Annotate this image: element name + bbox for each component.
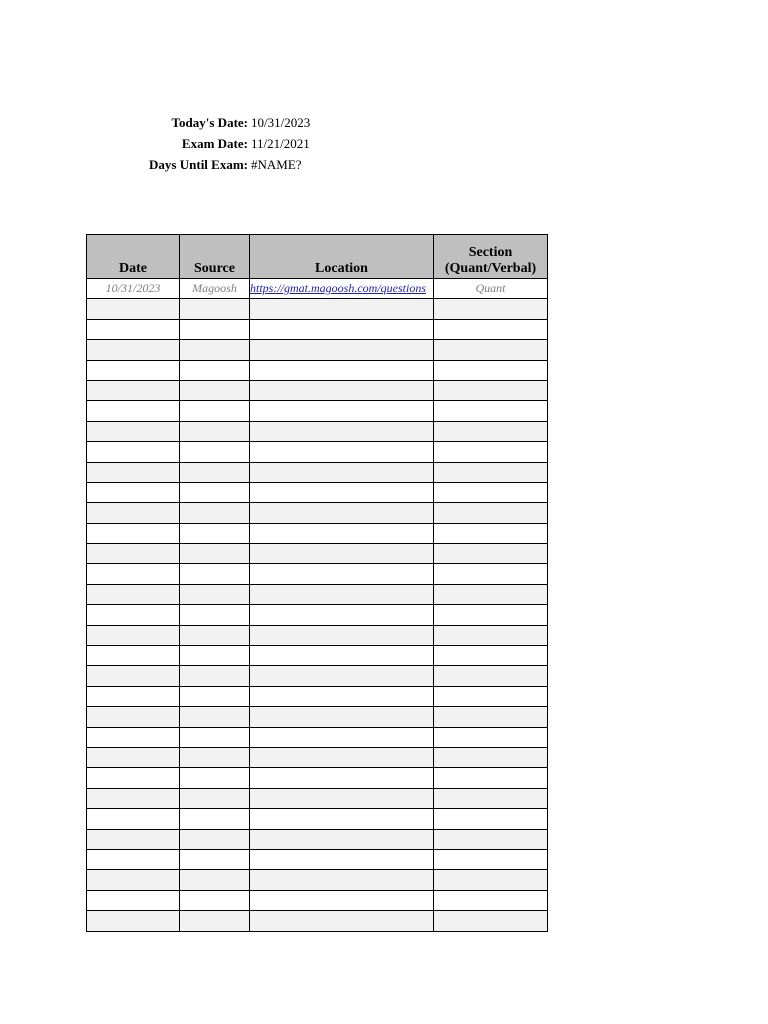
location-cell[interactable] [250,646,434,666]
table-row [87,340,548,360]
example-row [87,279,548,299]
example-location-link[interactable]: https://gmat.magoosh.com/questions [250,279,434,299]
days-until-value[interactable]: #NAME? [251,157,302,172]
location-cell[interactable] [250,482,434,502]
section-cell[interactable] [434,564,548,584]
location-cell[interactable] [250,584,434,604]
table-row [87,625,548,645]
date-cell[interactable] [87,809,180,829]
date-cell[interactable] [87,503,180,523]
section-cell[interactable] [434,809,548,829]
section-cell[interactable] [434,747,548,767]
header-section-line1: Section [468,245,513,260]
date-cell[interactable] [87,788,180,808]
date-cell[interactable] [87,829,180,849]
date-cell[interactable] [87,421,180,441]
table-row [87,319,548,339]
section-cell[interactable] [434,462,548,482]
example-section-cell[interactable]: Quant [434,279,548,299]
date-cell[interactable] [87,442,180,462]
source-cell[interactable] [180,829,250,849]
location-cell[interactable] [250,788,434,808]
section-cell[interactable] [434,482,548,502]
date-cell[interactable] [87,747,180,767]
table-row [87,829,548,849]
date-cell[interactable] [87,482,180,502]
source-cell[interactable] [180,523,250,543]
date-cell[interactable] [87,605,180,625]
table-row [87,727,548,747]
date-cell[interactable] [87,340,180,360]
section-cell[interactable] [434,707,548,727]
header-row [87,235,548,279]
table-row [87,523,548,543]
days-until-label: Days Until Exam: [149,157,248,172]
location-cell[interactable] [250,829,434,849]
date-cell[interactable] [87,319,180,339]
section-cell[interactable] [434,768,548,788]
exam-date-value[interactable]: 11/21/2021 [251,136,310,151]
date-cell[interactable] [87,462,180,482]
date-cell[interactable] [87,564,180,584]
source-cell[interactable] [180,646,250,666]
section-cell[interactable] [434,890,548,910]
date-cell[interactable] [87,299,180,319]
source-cell[interactable] [180,360,250,380]
source-cell[interactable] [180,870,250,890]
table-row [87,360,548,380]
date-cell[interactable] [87,727,180,747]
source-cell[interactable] [180,849,250,869]
location-cell[interactable] [250,360,434,380]
table-row [87,605,548,625]
source-cell[interactable] [180,401,250,421]
source-cell[interactable] [180,564,250,584]
source-cell[interactable] [180,544,250,564]
source-cell[interactable] [180,340,250,360]
section-cell[interactable] [434,625,548,645]
table-row [87,686,548,706]
table-row [87,401,548,421]
section-cell[interactable] [434,360,548,380]
section-cell[interactable] [434,605,548,625]
source-cell[interactable] [180,788,250,808]
location-cell[interactable] [250,299,434,319]
source-cell[interactable] [180,584,250,604]
source-cell[interactable] [180,605,250,625]
date-cell[interactable] [87,401,180,421]
table-row [87,890,548,910]
location-cell[interactable] [250,911,434,931]
location-cell[interactable] [250,401,434,421]
section-cell[interactable] [434,829,548,849]
table-row [87,482,548,502]
source-cell[interactable] [180,625,250,645]
table-row [87,462,548,482]
section-cell[interactable] [434,503,548,523]
location-cell[interactable] [250,503,434,523]
location-cell[interactable] [250,340,434,360]
section-cell[interactable] [434,401,548,421]
location-cell[interactable] [250,564,434,584]
location-cell[interactable] [250,809,434,829]
header-location: Location [250,235,434,279]
header-source: Source [180,235,250,279]
todays-date-value[interactable]: 10/31/2023 [251,115,311,130]
table-row [87,707,548,727]
source-cell[interactable] [180,707,250,727]
section-cell[interactable] [434,911,548,931]
table-row [87,564,548,584]
section-cell[interactable] [434,544,548,564]
location-cell[interactable] [250,727,434,747]
location-cell[interactable] [250,747,434,767]
table-row [87,421,548,441]
location-cell[interactable] [250,849,434,869]
section-cell[interactable] [434,380,548,400]
location-cell[interactable] [250,523,434,543]
source-cell[interactable] [180,747,250,767]
date-cell[interactable] [87,768,180,788]
source-cell[interactable] [180,462,250,482]
date-cell[interactable] [87,584,180,604]
example-source-cell[interactable]: Magoosh [180,279,250,299]
table-row [87,380,548,400]
table-row [87,809,548,829]
location-cell[interactable] [250,605,434,625]
date-cell[interactable] [87,625,180,645]
location-cell[interactable] [250,890,434,910]
location-cell[interactable] [250,707,434,727]
header-date: Date [87,235,180,279]
section-cell[interactable] [434,666,548,686]
date-cell[interactable] [87,380,180,400]
section-cell[interactable] [434,788,548,808]
location-cell[interactable] [250,380,434,400]
source-cell[interactable] [180,319,250,339]
section-cell[interactable] [434,646,548,666]
table-row [87,503,548,523]
date-cell[interactable] [87,523,180,543]
exam-date-label: Exam Date: [181,136,248,151]
todays-date-label: Today's Date: [171,115,248,130]
source-cell[interactable] [180,809,250,829]
source-cell[interactable] [180,890,250,910]
table-row [87,788,548,808]
location-cell[interactable] [250,462,434,482]
table-row [87,584,548,604]
table-row [87,747,548,767]
exam-info-block [0,114,768,177]
location-cell[interactable] [250,870,434,890]
location-cell[interactable] [250,686,434,706]
date-cell[interactable] [87,544,180,564]
header-section [434,235,548,279]
table-row [87,442,548,462]
date-cell[interactable] [87,870,180,890]
header-section-line2: (Quant/Verbal) [444,261,537,276]
date-cell[interactable] [87,849,180,869]
source-cell[interactable] [180,380,250,400]
table-row [87,544,548,564]
date-cell[interactable] [87,707,180,727]
example-date-cell[interactable]: 10/31/2023 [87,279,180,299]
section-cell[interactable] [434,686,548,706]
section-cell[interactable] [434,849,548,869]
section-cell[interactable] [434,442,548,462]
source-cell[interactable] [180,686,250,706]
days-until-row [0,156,768,177]
source-cell[interactable] [180,299,250,319]
date-cell[interactable] [87,686,180,706]
location-cell[interactable] [250,666,434,686]
date-cell[interactable] [87,646,180,666]
question-log-table [86,234,548,932]
location-cell[interactable] [250,319,434,339]
location-cell[interactable] [250,625,434,645]
section-cell[interactable] [434,421,548,441]
table-row [87,911,548,931]
source-cell[interactable] [180,768,250,788]
table-row [87,666,548,686]
location-cell[interactable] [250,421,434,441]
date-cell[interactable] [87,666,180,686]
source-cell[interactable] [180,442,250,462]
table-row [87,849,548,869]
exam-date-row [0,135,768,156]
table-row [87,646,548,666]
location-cell[interactable] [250,442,434,462]
date-cell[interactable] [87,890,180,910]
location-cell[interactable] [250,544,434,564]
source-cell[interactable] [180,503,250,523]
section-cell[interactable] [434,584,548,604]
source-cell[interactable] [180,482,250,502]
date-cell[interactable] [87,360,180,380]
section-cell[interactable] [434,870,548,890]
todays-date-row [0,114,768,135]
section-cell[interactable] [434,319,548,339]
section-cell[interactable] [434,523,548,543]
source-cell[interactable] [180,666,250,686]
section-cell[interactable] [434,340,548,360]
section-cell[interactable] [434,299,548,319]
table-row [87,299,548,319]
table-row [87,768,548,788]
date-cell[interactable] [87,911,180,931]
location-cell[interactable] [250,768,434,788]
source-cell[interactable] [180,911,250,931]
table-row [87,870,548,890]
source-cell[interactable] [180,727,250,747]
section-cell[interactable] [434,727,548,747]
source-cell[interactable] [180,421,250,441]
